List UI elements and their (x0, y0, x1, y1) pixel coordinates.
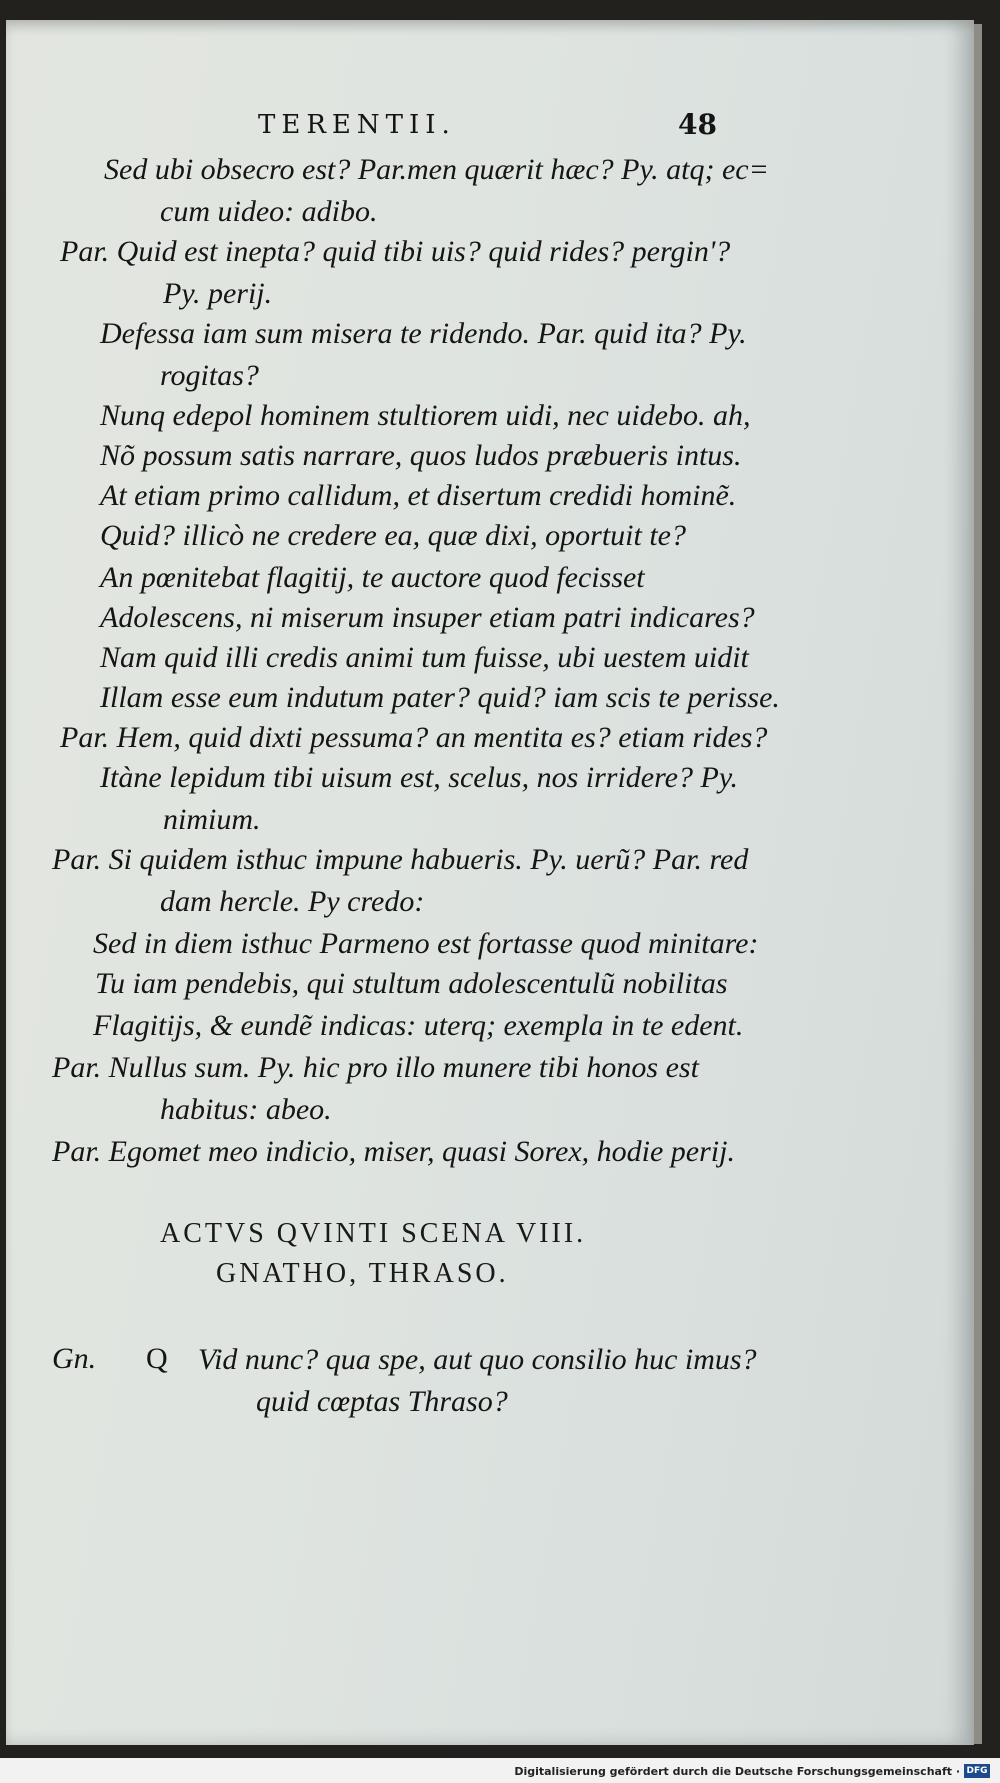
dfg-logo: DFG (964, 1764, 990, 1778)
text-line-9: At etiam primo callidum, et disertum credidi hominẽ. (100, 479, 737, 512)
text-line-2: cum uideo: adibo. (160, 195, 378, 228)
text-line-25: Par. Egomet meo indicio, miser, quasi Sorex, hodie perij. (52, 1135, 735, 1168)
scene-characters: GNATHO, THRASO. (216, 1258, 509, 1289)
text-line-15: Par. Hem, quid dixti pessuma? an mentita es? etiam rides? (60, 721, 768, 754)
text-line-17: nimium. (163, 803, 261, 836)
text-line-7: Nunq edepol hominem stultiorem uidi, nec uidebo. ah, (100, 399, 751, 432)
running-title: TERENTII. (258, 110, 456, 140)
text-line-13: Nam quid illi credis animi tum fuisse, ubi uestem uidit (100, 641, 749, 674)
text-line-12: Adolescens, ni miserum insuper etiam patri indicares? (100, 601, 755, 634)
digitization-credit: Digitalisierung gefördert durch die Deutsche Forschungsgemeinschaft · (514, 1765, 960, 1778)
text-line-18: Par. Si quidem isthuc impune habueris. Py. uerũ? Par. red (52, 843, 749, 876)
text-line-5: Defessa iam sum misera te ridendo. Par. quid ita? Py. (100, 317, 747, 350)
speaker-abbreviation: Gn. (52, 1342, 97, 1375)
text-line-1: Sed ubi obsecro est? Par.men quærit hæc? Py. atq; ec= (104, 153, 769, 186)
page-edge (974, 24, 982, 1744)
page-number: 48 (678, 108, 717, 141)
text-line-3: Par. Quid est inepta? quid tibi uis? quid rides? pergin'? (60, 235, 731, 268)
text-line-20: Sed in diem isthuc Parmeno est fortasse quod minitare: (93, 927, 759, 960)
text-line-16: Itàne lepidum tibi uisum est, scelus, nos irridere? Py. (100, 761, 738, 794)
text-line-8: Nõ possum satis narrare, quos ludos præbueris intus. (100, 439, 742, 472)
text-line-24: habitus: abeo. (160, 1093, 332, 1126)
text-line-4: Py. perij. (163, 277, 273, 310)
book-page (6, 20, 974, 1745)
text-line-27: quid cœptas Thraso? (256, 1385, 508, 1418)
text-line-23: Par. Nullus sum. Py. hic pro illo munere tibi honos est (52, 1051, 699, 1084)
initial-letter: Q (146, 1342, 168, 1375)
scene-heading: ACTVS QVINTI SCENA VIII. (160, 1218, 587, 1249)
text-line-22: Flagitijs, & eundẽ indicas: uterq; exempla in te edent. (93, 1009, 744, 1042)
text-line-6: rogitas? (160, 359, 259, 392)
text-line-26: Vid nunc? qua spe, aut quo consilio huc imus? (198, 1343, 757, 1376)
text-line-19: dam hercle. Py credo: (160, 885, 425, 918)
text-line-14: Illam esse eum indutum pater? quid? iam scis te perisse. (100, 681, 780, 714)
text-line-11: An pœnitebat flagitij, te auctore quod fecisset (100, 561, 645, 594)
text-line-10: Quid? illicò ne credere ea, quæ dixi, oportuit te? (100, 519, 686, 552)
text-line-21: Tu iam pendebis, qui stultum adolescentulũ nobilitas (95, 967, 728, 1000)
